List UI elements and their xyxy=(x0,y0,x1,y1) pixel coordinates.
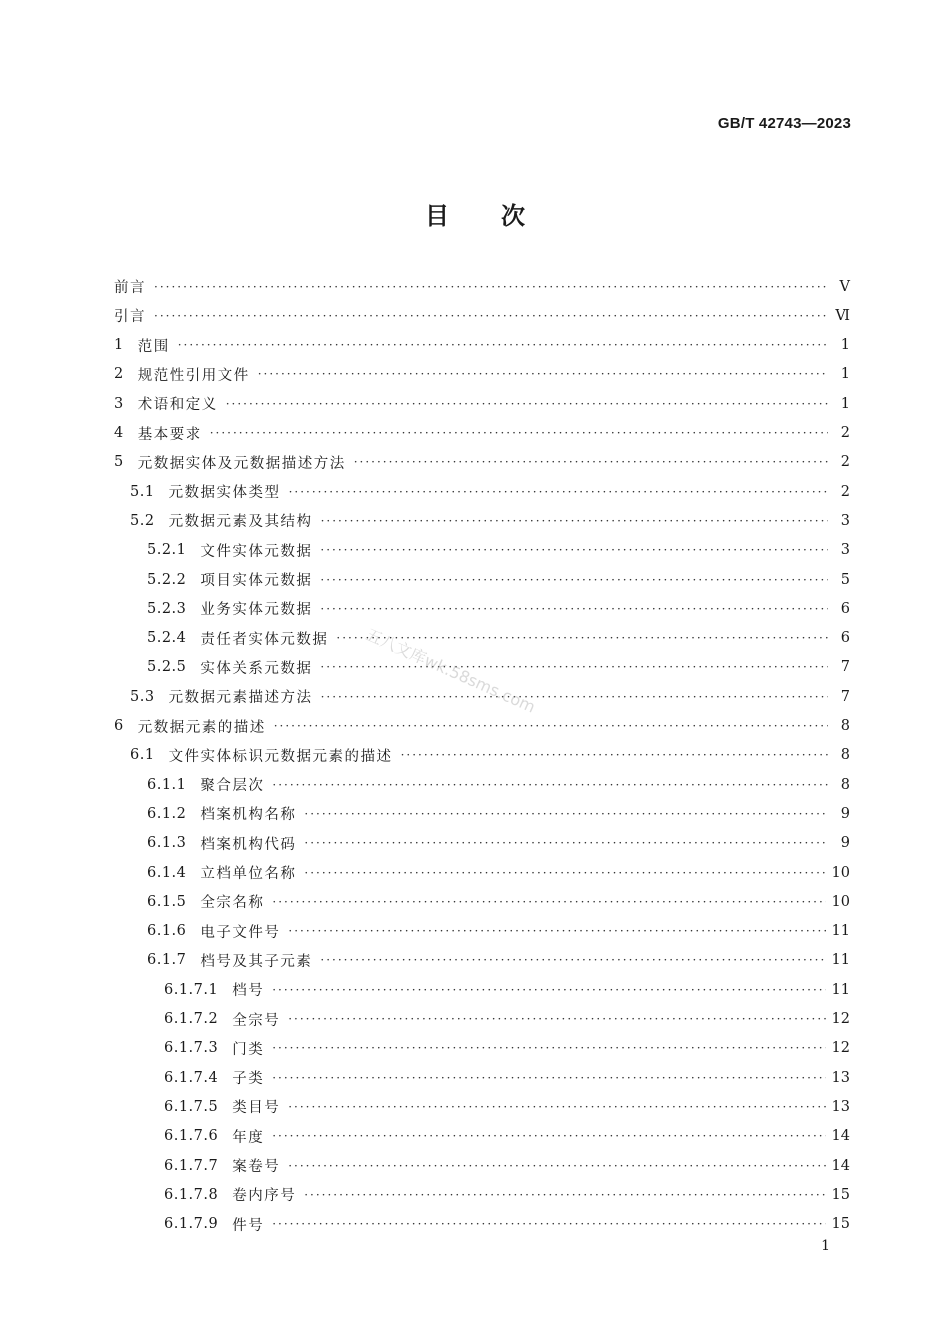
toc-entry-number: 5.2.2 xyxy=(147,571,187,588)
toc-entry[interactable] xyxy=(0,565,950,594)
toc-entry-page: 6 xyxy=(840,600,850,617)
toc-leader-dots xyxy=(320,543,828,557)
toc-entry-label: 引言 xyxy=(114,309,146,326)
toc-entry-page: Ⅵ xyxy=(835,307,850,324)
toc-leader-dots xyxy=(272,1129,825,1143)
toc-entry-number: 6.1.3 xyxy=(147,835,187,852)
toc-entry-label: 基本要求 xyxy=(137,426,202,443)
toc-leader-dots xyxy=(272,1217,825,1231)
toc-entry-label: 元数据元素及其结构 xyxy=(168,514,313,531)
page-title: 目次 xyxy=(425,202,577,230)
toc-entry[interactable] xyxy=(0,917,950,946)
toc-entry-label: 文件实体标识元数据元素的描述 xyxy=(168,748,393,765)
toc-entry-page: 12 xyxy=(831,1040,850,1057)
toc-entry-page: 11 xyxy=(831,923,850,940)
toc-entry-label: 全宗名称 xyxy=(200,895,265,912)
toc-entry-label: 子类 xyxy=(232,1071,265,1088)
toc-entry-page: 13 xyxy=(831,1069,850,1086)
toc-entry[interactable] xyxy=(0,1034,950,1063)
toc-entry-label: 电子文件号 xyxy=(200,924,281,941)
toc-leader-dots xyxy=(320,953,825,967)
toc-entry-label: 业务实体元数据 xyxy=(200,602,313,619)
toc-entry[interactable] xyxy=(0,272,950,301)
toc-entry-page: 7 xyxy=(840,659,850,676)
toc-leader-dots xyxy=(304,836,828,850)
toc-entry-number: 3 xyxy=(114,395,124,412)
toc-entry-page: 11 xyxy=(831,952,850,969)
toc-leader-dots xyxy=(354,455,828,469)
toc-entry-number: 6.1.7.1 xyxy=(164,981,219,998)
toc-leader-dots xyxy=(321,690,828,704)
toc-entry-number: 5.2.4 xyxy=(147,630,187,647)
toc-leader-dots xyxy=(289,485,828,499)
toc-entry-number: 6.1.7 xyxy=(147,952,187,969)
toc-entry-label: 档案机构名称 xyxy=(200,807,297,824)
toc-leader-dots xyxy=(272,778,828,792)
toc-entry-page: 1 xyxy=(840,337,850,354)
toc-entry-number: 2 xyxy=(114,366,124,383)
toc-leader-dots xyxy=(288,1012,825,1026)
toc-entry[interactable] xyxy=(0,1122,950,1151)
toc-entry-page: 3 xyxy=(840,512,850,529)
toc-entry[interactable] xyxy=(0,477,950,506)
toc-entry[interactable] xyxy=(0,770,950,799)
toc-entry-label: 项目实体元数据 xyxy=(200,573,313,589)
toc-entry-number: 6.1.7.8 xyxy=(164,1186,219,1203)
toc-entry-page: 12 xyxy=(831,1011,850,1027)
toc-entry-page: Ⅴ xyxy=(839,278,850,295)
toc-entry-number: 5.1 xyxy=(130,483,155,500)
toc-leader-dots xyxy=(288,1159,825,1173)
toc-entry[interactable] xyxy=(0,624,950,653)
toc-entry-number: 1 xyxy=(114,337,124,354)
toc-leader-dots xyxy=(288,924,825,938)
toc-entry[interactable] xyxy=(0,1210,950,1239)
toc-leader-dots xyxy=(226,397,828,411)
toc-leader-dots xyxy=(154,280,828,294)
page-number: 1 xyxy=(821,1238,830,1254)
toc-entry[interactable] xyxy=(0,858,950,887)
toc-leader-dots xyxy=(320,602,828,616)
toc-entry-page: 14 xyxy=(831,1157,850,1174)
toc-leader-dots xyxy=(272,1071,825,1085)
toc-entry-label: 件号 xyxy=(232,1217,265,1234)
toc-entry-number: 6.1.7.5 xyxy=(164,1098,219,1115)
toc-leader-dots xyxy=(320,660,828,674)
toc-entry-label: 实体关系元数据 xyxy=(200,660,313,677)
toc-entry-label: 类目号 xyxy=(232,1100,281,1117)
toc-entry[interactable] xyxy=(0,741,950,770)
toc-entry-number: 6.1.1 xyxy=(147,776,187,793)
toc-entry-label: 元数据实体及元数据描述方法 xyxy=(137,455,346,472)
toc-leader-dots xyxy=(320,573,828,587)
toc-entry[interactable] xyxy=(0,1005,950,1034)
toc-entry-label: 档号及其子元素 xyxy=(200,953,313,970)
toc-leader-dots xyxy=(304,807,828,821)
toc-entry-page: 3 xyxy=(840,542,850,559)
toc-entry-page: 2 xyxy=(840,425,850,441)
toc-entry-number: 5.2 xyxy=(130,512,155,529)
toc-entry-page: 8 xyxy=(840,718,850,734)
toc-entry[interactable] xyxy=(0,1092,950,1121)
toc-entry-number: 6.1.7.6 xyxy=(164,1128,219,1145)
toc-entry-number: 6.1.4 xyxy=(147,864,187,881)
toc-entry-number: 6.1.7.3 xyxy=(164,1040,219,1057)
toc-entry[interactable] xyxy=(0,829,950,858)
toc-entry-page: 9 xyxy=(840,805,850,822)
toc-leader-dots xyxy=(304,1188,825,1202)
toc-entry-page: 15 xyxy=(831,1186,850,1203)
toc-entry-label: 元数据元素的描述 xyxy=(137,719,266,736)
toc-entry-label: 立档单位名称 xyxy=(200,866,297,882)
toc-entry[interactable] xyxy=(0,799,950,828)
toc-entry-page: 10 xyxy=(831,893,850,910)
toc-leader-dots xyxy=(258,367,828,381)
toc-entry-number: 6.1 xyxy=(130,747,155,764)
watermark: 五八文库wk.58sms.com xyxy=(363,624,539,717)
toc-entry-label: 卷内序号 xyxy=(232,1188,297,1205)
toc-entry-page: 8 xyxy=(840,776,850,793)
toc-leader-dots xyxy=(274,719,828,733)
toc-entry-label: 元数据元素描述方法 xyxy=(168,690,313,707)
toc-leader-dots xyxy=(401,748,828,762)
toc-entry[interactable] xyxy=(0,1063,950,1092)
toc-entry-label: 案卷号 xyxy=(232,1159,281,1175)
toc-entry-number: 5.2.3 xyxy=(147,600,187,617)
toc-entry[interactable] xyxy=(0,448,950,477)
toc-entry-number: 6.1.7.7 xyxy=(164,1157,219,1174)
standard-code: GB/T 42743—2023 xyxy=(717,115,851,132)
toc-entry-page: 1 xyxy=(840,395,850,412)
toc-entry-number: 6.1.2 xyxy=(147,805,187,822)
toc-leader-dots xyxy=(272,983,825,997)
toc-entry-page: 11 xyxy=(831,981,850,998)
toc-entry-label: 全宗号 xyxy=(232,1012,281,1029)
toc-entry[interactable] xyxy=(0,1180,950,1209)
toc-entry[interactable] xyxy=(0,331,950,360)
toc-entry-number: 6.1.7.9 xyxy=(164,1216,219,1233)
toc-entry-label: 元数据实体类型 xyxy=(168,485,281,502)
toc-entry-number: 5 xyxy=(114,454,124,471)
toc-entry-label: 责任者实体元数据 xyxy=(200,631,329,648)
toc-entry-label: 档号 xyxy=(232,983,265,1000)
toc-entry-page: 7 xyxy=(840,688,850,705)
toc-entry[interactable] xyxy=(0,389,950,418)
toc-leader-dots xyxy=(321,514,828,528)
toc-entry[interactable] xyxy=(0,594,950,623)
toc-leader-dots xyxy=(154,309,828,323)
toc-entry-number: 6.1.5 xyxy=(147,893,187,910)
toc-entry[interactable] xyxy=(0,946,950,975)
toc-entry[interactable] xyxy=(0,301,950,330)
toc-entry[interactable] xyxy=(0,887,950,916)
toc-entry-label: 年度 xyxy=(232,1129,265,1146)
toc-entry-label: 档案机构代码 xyxy=(200,836,297,853)
toc-entry-page: 8 xyxy=(840,747,850,764)
toc-leader-dots xyxy=(272,1041,825,1055)
toc-leader-dots xyxy=(304,866,825,880)
toc-entry-page: 9 xyxy=(840,835,850,852)
toc-entry-label: 聚合层次 xyxy=(200,778,265,795)
toc-entry-number: 4 xyxy=(114,425,124,441)
toc-entry[interactable] xyxy=(0,975,950,1004)
toc-entry-number: 6.1.7.2 xyxy=(164,1011,219,1027)
toc-entry[interactable] xyxy=(0,419,950,448)
toc-entry[interactable] xyxy=(0,1151,950,1180)
toc-entry-label: 术语和定义 xyxy=(137,397,218,414)
toc-entry-number: 6.1.7.4 xyxy=(164,1069,219,1086)
toc-leader-dots xyxy=(288,1100,825,1114)
toc-entry-page: 2 xyxy=(840,483,850,500)
toc-entry-label: 前言 xyxy=(114,280,146,296)
toc-entry-number: 5.3 xyxy=(130,688,155,705)
toc-entry-number: 5.2.5 xyxy=(147,659,187,676)
toc-entry-page: 2 xyxy=(840,454,850,471)
toc-entry-number: 6.1.6 xyxy=(147,923,187,940)
toc-leader-dots xyxy=(272,895,825,909)
toc-entry-page: 1 xyxy=(840,366,850,383)
toc-entry-page: 10 xyxy=(831,864,850,881)
toc-entry-page: 5 xyxy=(840,571,850,588)
toc-entry-page: 15 xyxy=(831,1216,850,1233)
toc-entry[interactable] xyxy=(0,506,950,535)
toc-entry[interactable] xyxy=(0,360,950,389)
toc-entry-label: 范围 xyxy=(137,338,170,355)
toc-entry[interactable] xyxy=(0,712,950,741)
toc-leader-dots xyxy=(178,338,828,352)
toc-entry-label: 门类 xyxy=(232,1041,265,1058)
toc-leader-dots xyxy=(210,426,828,440)
toc-entry-label: 规范性引用文件 xyxy=(137,367,250,384)
toc-entry-label: 文件实体元数据 xyxy=(200,543,313,560)
toc-entry[interactable] xyxy=(0,536,950,565)
toc-entry-page: 13 xyxy=(831,1098,850,1115)
toc-entry-number: 6 xyxy=(114,718,124,734)
toc-entry-page: 14 xyxy=(831,1128,850,1145)
toc-entry-number: 5.2.1 xyxy=(147,542,187,559)
toc-entry-page: 6 xyxy=(840,630,850,647)
